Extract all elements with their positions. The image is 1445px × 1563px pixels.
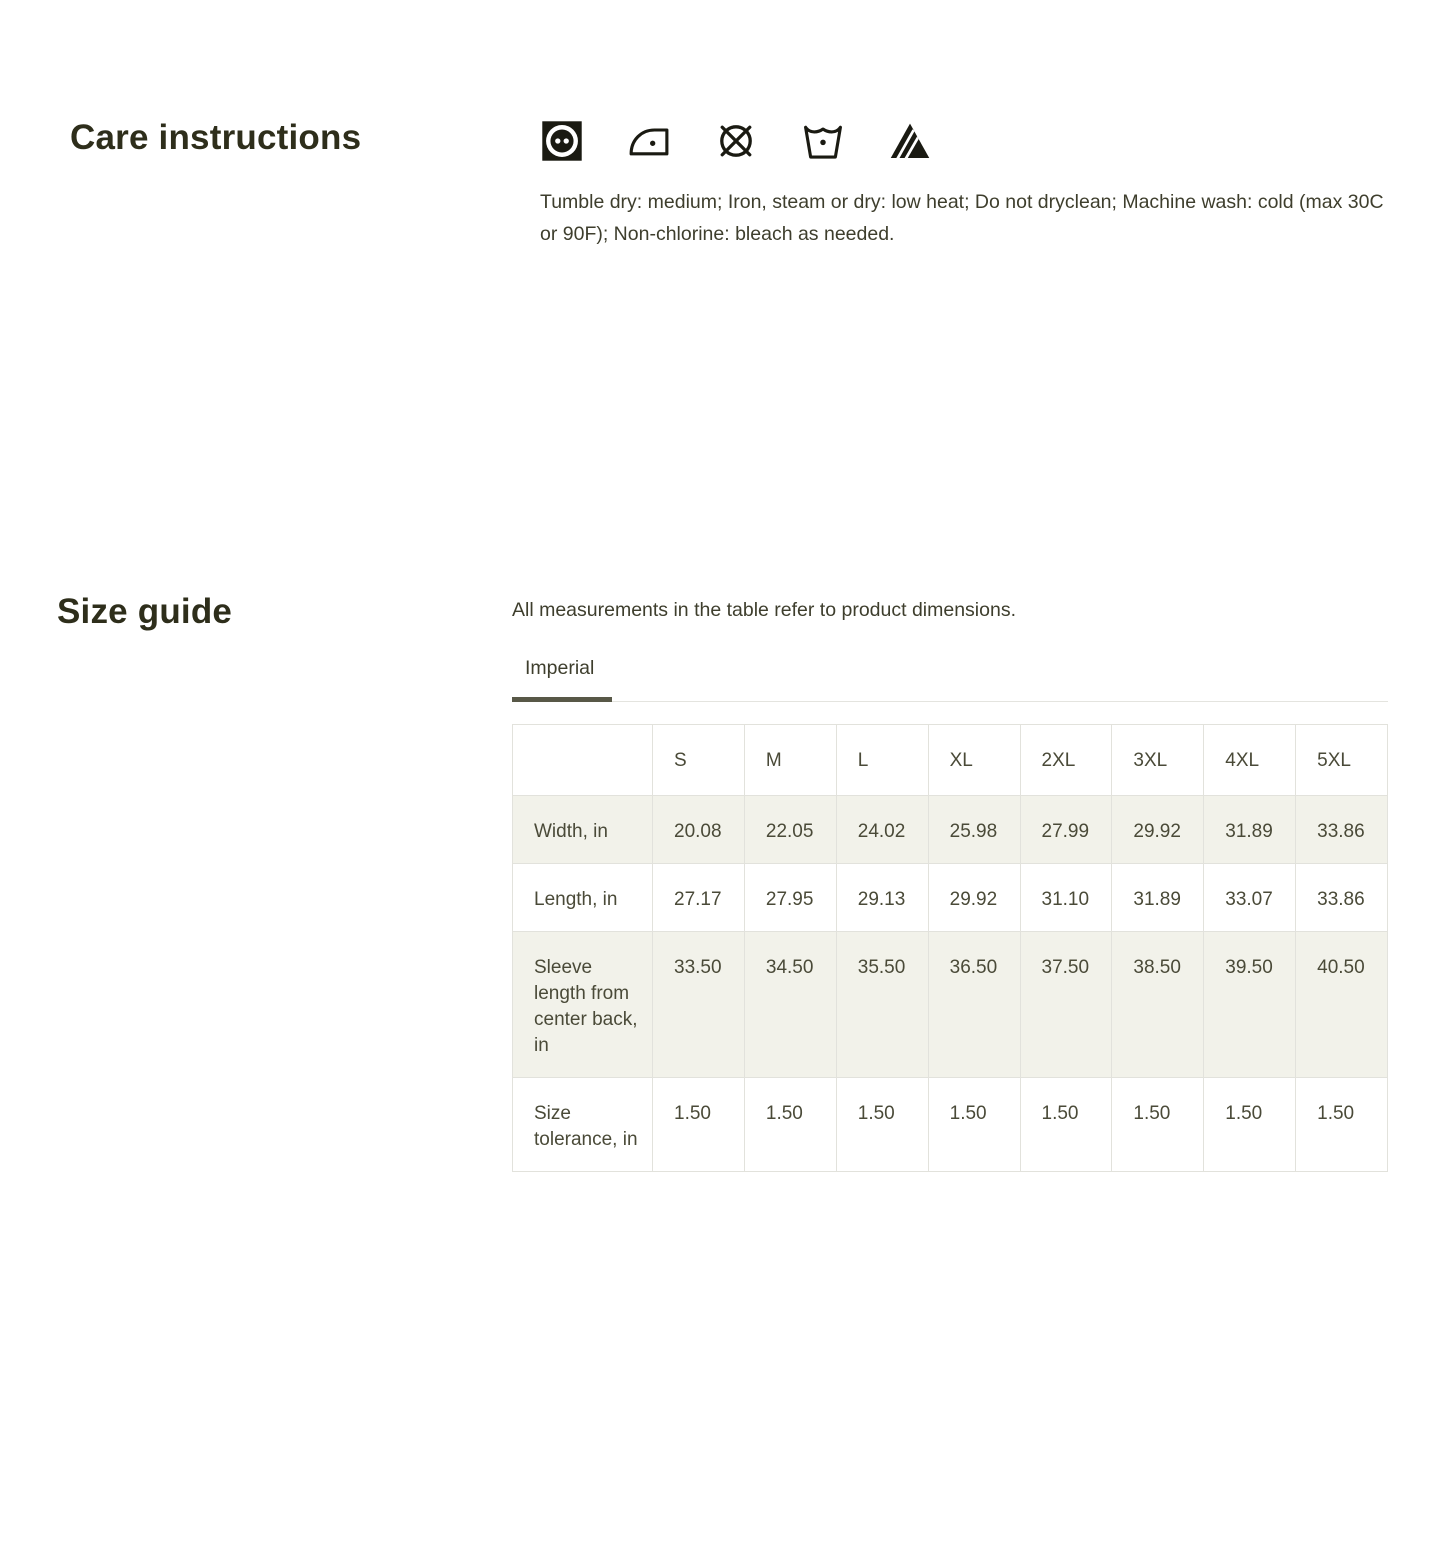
table-cell: 34.50 bbox=[744, 932, 836, 1078]
table-row bbox=[513, 932, 1388, 1078]
size-table-body bbox=[513, 796, 1388, 1172]
care-instructions-content bbox=[512, 118, 1445, 250]
table-cell: 31.10 bbox=[1020, 864, 1112, 932]
units-tab-bar bbox=[512, 655, 1388, 702]
size-column-header: 4XL bbox=[1204, 725, 1296, 796]
size-guide-heading: Size guide bbox=[57, 592, 233, 631]
table-cell: 27.95 bbox=[744, 864, 836, 932]
table-cell: 20.08 bbox=[653, 796, 745, 864]
table-row bbox=[513, 864, 1388, 932]
tumble-dry-medium-icon bbox=[540, 119, 584, 163]
table-cell: 1.50 bbox=[836, 1078, 928, 1172]
row-label: Size tolerance, in bbox=[513, 1078, 653, 1172]
size-column-header: 3XL bbox=[1112, 725, 1204, 796]
table-cell: 25.98 bbox=[928, 796, 1020, 864]
do-not-dryclean-icon bbox=[714, 119, 758, 163]
measurements-note: All measurements in the table refer to product dimensions. bbox=[512, 599, 1017, 621]
care-instructions-section bbox=[0, 118, 1445, 250]
row-label: Sleeve length from center back, in bbox=[513, 932, 653, 1078]
table-cell: 39.50 bbox=[1204, 932, 1296, 1078]
care-icons-row bbox=[540, 118, 1445, 164]
non-chlorine-bleach-icon bbox=[888, 119, 932, 163]
table-cell: 33.07 bbox=[1204, 864, 1296, 932]
size-column-header: 5XL bbox=[1296, 725, 1388, 796]
table-cell: 27.17 bbox=[653, 864, 745, 932]
size-guide-section bbox=[0, 592, 1445, 1172]
machine-wash-cold-icon bbox=[801, 119, 845, 163]
care-instructions-text: Tumble dry: medium; Iron, steam or dry: low heat; Do not dryclean; Machine wash: cold (max 30C or 90F); Non-chlorine: bleach as needed. bbox=[540, 191, 1384, 245]
table-cell: 35.50 bbox=[836, 932, 928, 1078]
size-table-head bbox=[513, 725, 1388, 796]
table-cell: 38.50 bbox=[1112, 932, 1204, 1078]
size-guide-heading-column bbox=[0, 592, 512, 632]
row-label: Width, in bbox=[513, 796, 653, 864]
size-guide-table bbox=[512, 724, 1388, 1172]
size-column-header: L bbox=[836, 725, 928, 796]
size-column-header: XL bbox=[928, 725, 1020, 796]
care-instructions-heading: Care instructions bbox=[70, 118, 362, 157]
table-cell: 37.50 bbox=[1020, 932, 1112, 1078]
table-cell: 36.50 bbox=[928, 932, 1020, 1078]
table-cell: 24.02 bbox=[836, 796, 928, 864]
table-cell: 27.99 bbox=[1020, 796, 1112, 864]
table-cell: 33.86 bbox=[1296, 796, 1388, 864]
table-row bbox=[513, 1078, 1388, 1172]
table-cell: 1.50 bbox=[1112, 1078, 1204, 1172]
care-instructions-heading-column bbox=[0, 118, 512, 158]
table-cell: 31.89 bbox=[1112, 864, 1204, 932]
table-cell: 29.13 bbox=[836, 864, 928, 932]
table-cell: 31.89 bbox=[1204, 796, 1296, 864]
tab-imperial[interactable]: Imperial bbox=[512, 655, 612, 702]
table-cell: 1.50 bbox=[744, 1078, 836, 1172]
size-column-header: 2XL bbox=[1020, 725, 1112, 796]
table-cell: 22.05 bbox=[744, 796, 836, 864]
table-cell: 1.50 bbox=[928, 1078, 1020, 1172]
table-cell: 33.86 bbox=[1296, 864, 1388, 932]
size-guide-content bbox=[512, 592, 1445, 1172]
table-cell: 1.50 bbox=[1020, 1078, 1112, 1172]
size-column-header: S bbox=[653, 725, 745, 796]
size-column-header: M bbox=[744, 725, 836, 796]
table-cell: 33.50 bbox=[653, 932, 745, 1078]
iron-low-heat-icon bbox=[627, 119, 671, 163]
table-cell: 29.92 bbox=[928, 864, 1020, 932]
table-cell: 1.50 bbox=[1296, 1078, 1388, 1172]
row-label: Length, in bbox=[513, 864, 653, 932]
table-cell: 1.50 bbox=[1204, 1078, 1296, 1172]
table-cell: 1.50 bbox=[653, 1078, 745, 1172]
table-cell: 29.92 bbox=[1112, 796, 1204, 864]
corner-cell bbox=[513, 725, 653, 796]
table-cell: 40.50 bbox=[1296, 932, 1388, 1078]
table-row bbox=[513, 796, 1388, 864]
